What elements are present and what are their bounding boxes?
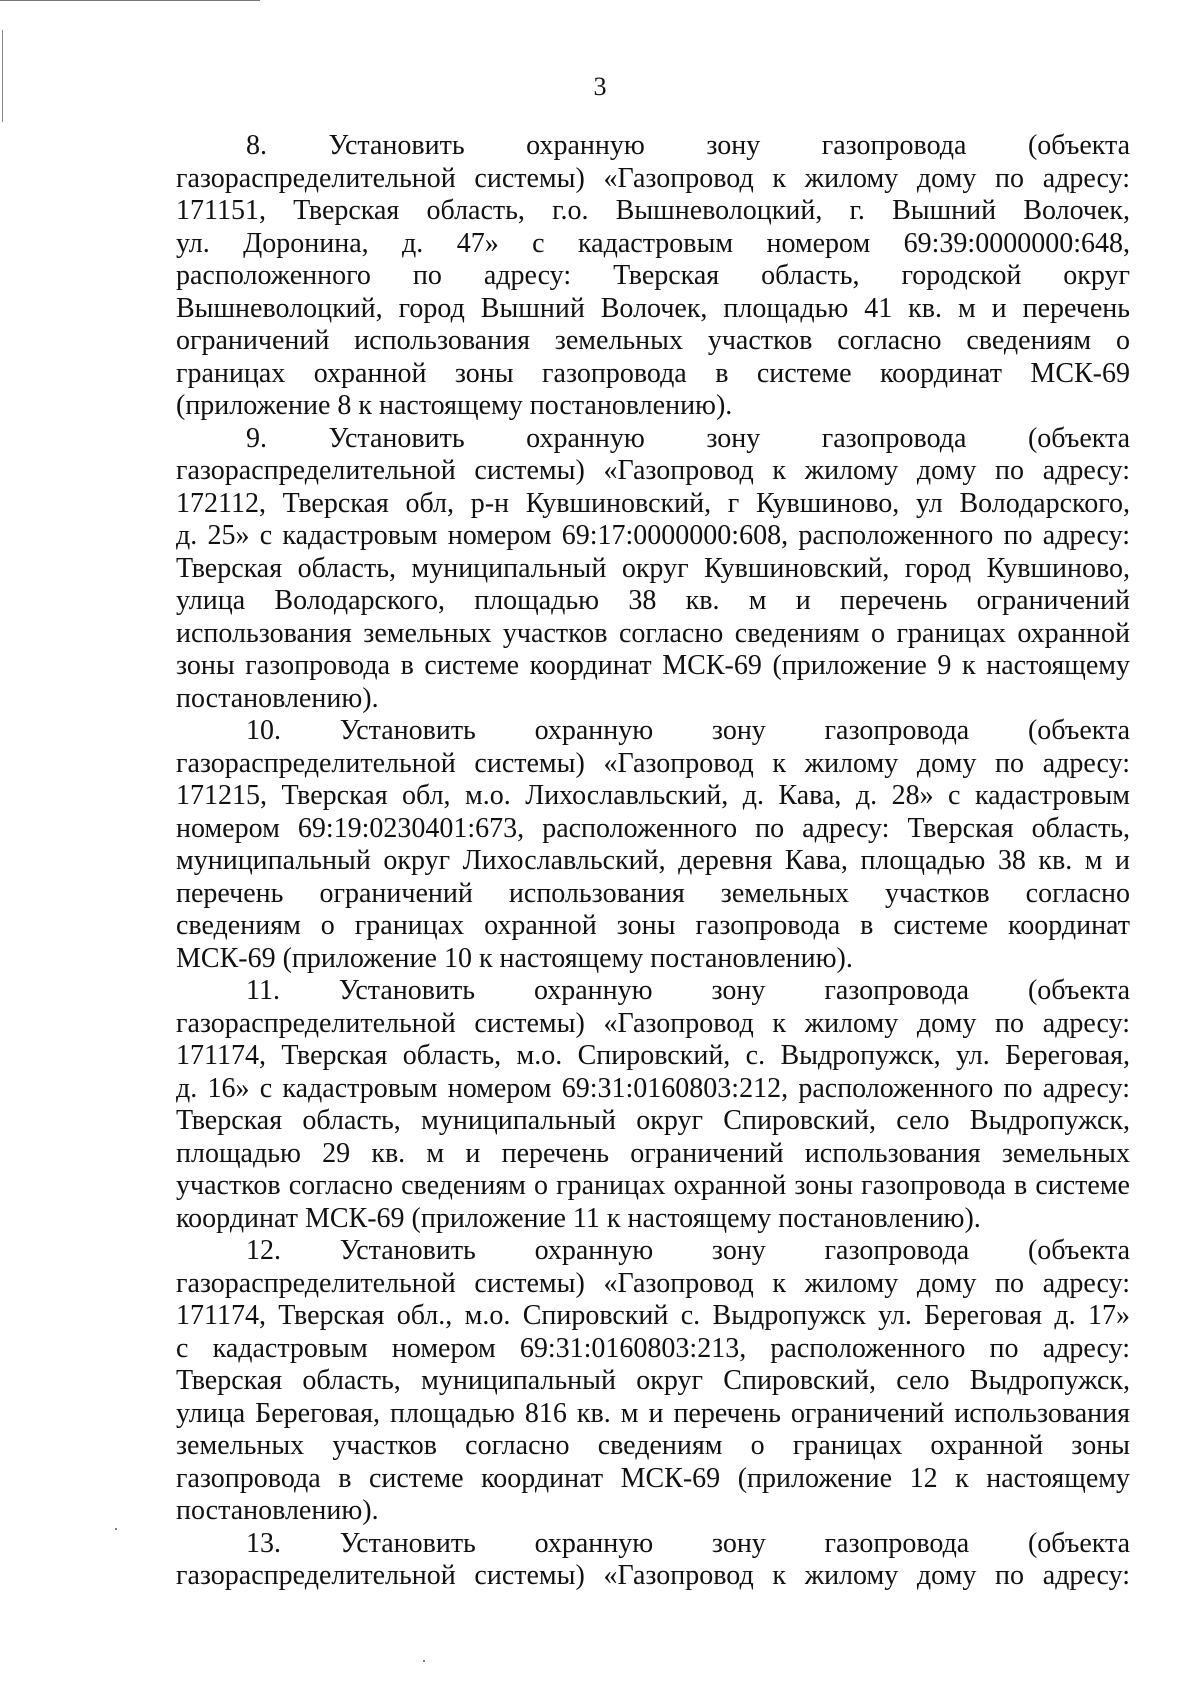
text-line: д. 16» с кадастровым номером 69:31:0160803:212, расположенного по адресу: — [176, 1072, 1130, 1104]
text-line: улица Володарского, площадью 38 кв. м и перечень ограничений — [176, 585, 1130, 616]
text-line: постановлению). — [176, 1495, 379, 1526]
text-line: использования земельных участков согласно сведениям о границах охранной — [176, 617, 1130, 649]
text-line: 172112, Тверская обл, р-н Кувшиновский, г Кувшиново, ул Володарского, — [176, 487, 1130, 519]
text-line: Тверская область, муниципальный округ Спировский, село Выдропужск, — [176, 1105, 1130, 1136]
text-line: координат МСК-69 (приложение 11 к настоящему постановлению). — [176, 1202, 981, 1234]
text-line: перечень ограничений использования земельных участков согласно — [176, 877, 1130, 909]
scan-speck — [115, 1528, 117, 1530]
paragraph-item-9 — [176, 423, 1130, 716]
text-line: улица Береговая, площадью 816 кв. м и перечень ограничений использования — [176, 1397, 1130, 1429]
text-line: 9. Установить охранную зону газопровода (объекта — [246, 422, 1130, 454]
text-line: с кадастровым номером 69:31:0160803:213, расположенного по адресу: — [176, 1332, 1130, 1364]
text-line: номером 69:19:0230401:673, расположенного по адресу: Тверская область, — [176, 812, 1130, 844]
scan-speck — [423, 1660, 425, 1662]
text-line: 11. Установить охранную зону газопровода (объекта — [246, 975, 1130, 1006]
text-line: 171174, Тверская обл., м.о. Спировский с. Выдропужск ул. Береговая д. 17» — [176, 1300, 1130, 1331]
page-number: 3 — [593, 72, 607, 101]
text-line: площадью 29 кв. м и перечень ограничений использования земельных — [176, 1137, 1130, 1169]
text-line: газораспределительной системы) «Газопровод к жилому дому по адресу: — [176, 1560, 1130, 1591]
text-line: 171151, Тверская область, г.о. Вышневолоцкий, г. Вышний Волочек, — [176, 195, 1130, 226]
text-line: ул. Доронина, д. 47» с кадастровым номером 69:39:0000000:648, — [176, 227, 1130, 259]
text-line: (приложение 8 к настоящему постановлению). — [176, 390, 733, 421]
text-line: 12. Установить охранную зону газопровода (объекта — [246, 1235, 1130, 1266]
text-line: д. 25» с кадастровым номером 69:17:0000000:608, расположенного по адресу: — [176, 520, 1130, 551]
paragraph-item-12 — [176, 1235, 1130, 1528]
text-line: газораспределительной системы) «Газопровод к жилому дому по адресу: — [176, 455, 1130, 486]
text-line: МСК-69 (приложение 10 к настоящему постановлению). — [176, 942, 853, 974]
text-line: газопровода в системе координат МСК-69 (приложение 12 к настоящему — [176, 1462, 1130, 1494]
text-line: ограничений использования земельных участков согласно сведениям о — [176, 325, 1130, 356]
paragraph-item-13 — [176, 1528, 1130, 1593]
document-body — [176, 130, 1130, 1593]
text-line: Тверская область, муниципальный округ Спировский, село Выдропужск, — [176, 1365, 1130, 1396]
paragraph-item-10 — [176, 715, 1130, 975]
paragraph-item-11 — [176, 975, 1130, 1235]
text-line: 13. Установить охранную зону газопровода (объекта — [246, 1527, 1130, 1559]
text-line: расположенного по адресу: Тверская область, городской округ — [176, 260, 1130, 291]
text-line: газораспределительной системы) «Газопровод к жилому дому по адресу: — [176, 747, 1130, 779]
text-line: 10. Установить охранную зону газопровода (объекта — [246, 715, 1130, 746]
text-line: зоны газопровода в системе координат МСК-69 (приложение 9 к настоящему — [176, 650, 1130, 681]
text-line: участков согласно сведениям о границах охранной зоны газопровода в системе — [176, 1170, 1130, 1201]
text-line: 8. Установить охранную зону газопровода (объекта — [246, 130, 1130, 161]
text-line: границах охранной зоны газопровода в системе координат МСК-69 — [176, 357, 1130, 389]
text-line: земельных участков согласно сведениям о границах охранной зоны — [176, 1430, 1130, 1461]
text-line: постановлению). — [176, 682, 379, 714]
text-line: муниципальный округ Лихославльский, деревня Кава, площадью 38 кв. м и — [176, 845, 1130, 876]
text-line: сведениям о границах охранной зоны газопровода в системе координат — [176, 910, 1130, 941]
text-line: Вышневолоцкий, город Вышний Волочек, площадью 41 кв. м и перечень — [176, 292, 1130, 324]
text-line: 171215, Тверская обл, м.о. Лихославльский, д. Кава, д. 28» с кадастровым — [176, 780, 1130, 811]
scan-edge-top — [0, 0, 260, 1]
paragraph-item-8 — [176, 130, 1130, 423]
text-line: газораспределительной системы) «Газопровод к жилому дому по адресу: — [176, 1267, 1130, 1299]
text-line: газораспределительной системы) «Газопровод к жилому дому по адресу: — [176, 162, 1130, 194]
text-line: Тверская область, муниципальный округ Кувшиновский, город Кувшиново, — [176, 552, 1130, 584]
text-line: газораспределительной системы) «Газопровод к жилому дому по адресу: — [176, 1007, 1130, 1039]
text-line: 171174, Тверская область, м.о. Спировский, с. Выдропужск, ул. Береговая, — [176, 1040, 1130, 1071]
